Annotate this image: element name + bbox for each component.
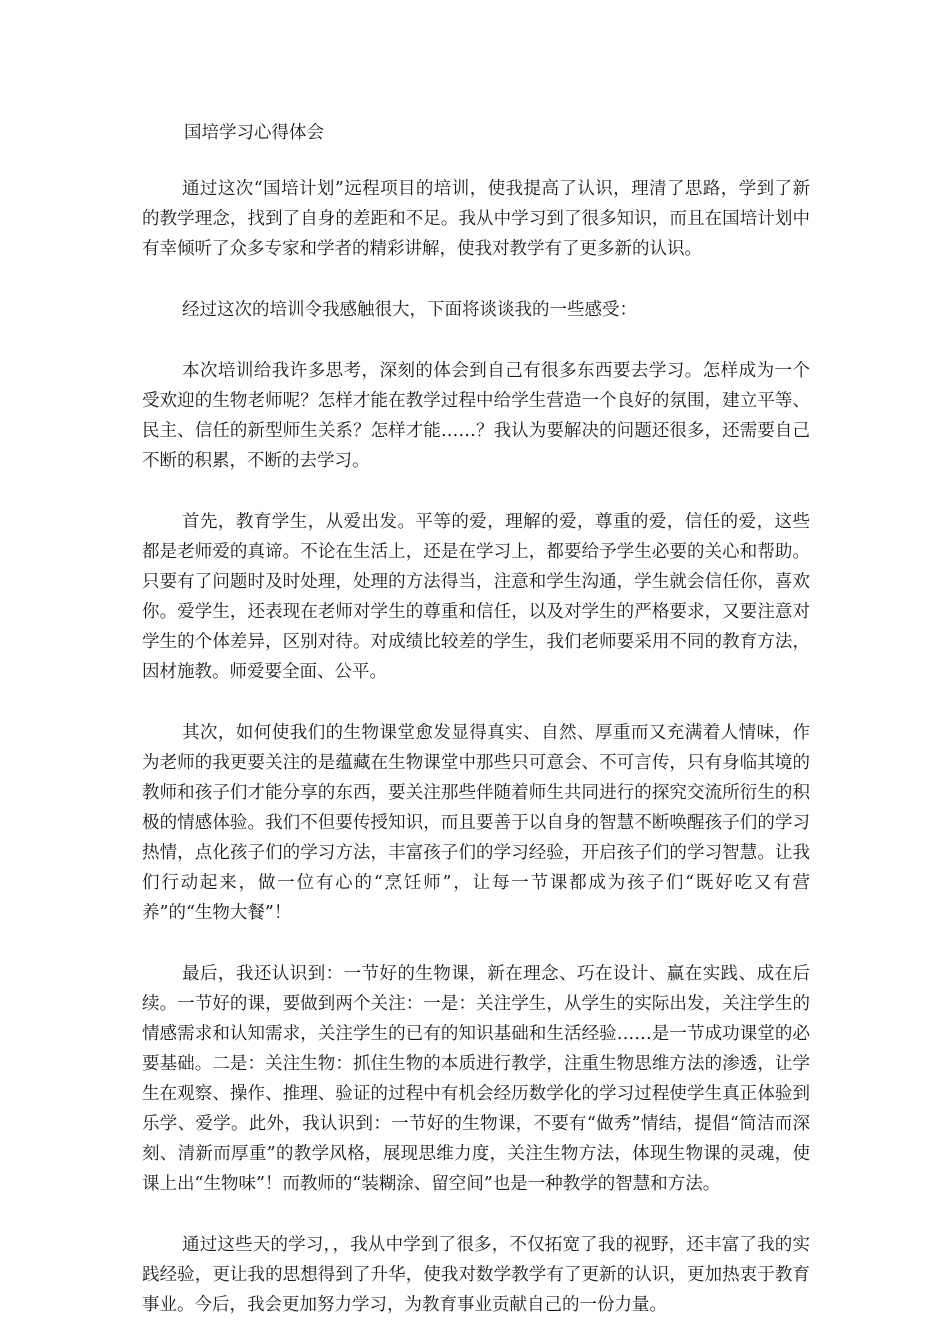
- paragraph-first: 首先，教育学生，从爱出发。平等的爱，理解的爱，尊重的爱，信任的爱，这些都是老师爱的真谛。不论在生活上，还是在学习上，都要给予学生必要的关心和帮助。只要有了问题时及时处理，处理的方法得当，注意和学生沟通，学生就会信任你，喜欢你。爱学生，还表现在老师对学生的尊重和信任，以及对学生的严格要求，又要注意对学生的个体差异，区别对待。对成绩比较差的学生，我们老师要采用不同的教育方法，因材施教。师爱要全面、公平。: [142, 512, 810, 682]
- document-page: [142, 118, 810, 1320]
- paragraph-conclusion: 通过这些天的学习，，我从中学到了很多，不仅拓宽了我的视野，还丰富了我的实践经验，更让我的思想得到了升华，使我对数学教学有了更新的认识，更加热衷于教育事业。今后，我会更加努力学习，为教育事业贡献自己的一份力量。: [142, 1235, 810, 1315]
- paragraph-second: 其次，如何使我们的生物课堂愈发显得真实、自然、厚重而又充满着人情味，作为老师的我更要关注的是蕴藏在生物课堂中那些只可意会、不可言传，只有身临其境的教师和孩子们才能分享的东西，要关注那些伴随着师生共同进行的探究交流所衍生的积极的情感体验。我们不但要传授知识，而且要善于以自身的智慧不断唤醒孩子们的学习热情，点化孩子们的学习方法，丰富孩子们的学习经验，开启孩子们的学习智慧。让我们行动起来，做一位有心的“烹饪师”，让每一节课都成为孩子们“既好吃又有营养”的“生物大餐”！: [142, 723, 810, 923]
- paragraph-feelings: 经过这次的培训令我感触很大，下面将谈谈我的一些感受：: [182, 300, 637, 320]
- paragraph-reflection: 本次培训给我许多思考，深刻的体会到自己有很多东西要去学习。怎样成为一个受欢迎的生物老师呢？怎样才能在教学过程中给学生营造一个良好的氛围，建立平等、民主、信任的新型师生关系？怎样才能……？我认为要解决的问题还很多，还需要自己不断的积累，不断的去学习。: [142, 361, 810, 471]
- paragraph-finally: 最后，我还认识到：一节好的生物课，新在理念、巧在设计、赢在实践、成在后续。一节好的课，要做到两个关注：一是：关注学生，从学生的实际出发，关注学生的情感需求和认知需求，关注学生的已有的知识基础和生活经验……是一节成功课堂的必要基础。二是：关注生物：抓住生物的本质进行教学，注重生物思维方法的渗透，让学生在观察、操作、推理、验证的过程中有机会经历数学化的学习过程使学生真正体验到乐学、爱学。此外，我认识到：一节好的生物课，不要有“做秀”情结，提倡“简洁而深刻、清新而厚重”的教学风格，展现思维力度，关注生物方法，体现生物课的灵魂，使课上出“生物味”！而教师的“装糊涂、留空间”也是一种教学的智慧和方法。: [142, 964, 810, 1194]
- document-title: 国培学习心得体会: [184, 123, 324, 143]
- paragraph-intro: 通过这次“国培计划”远程项目的培训，使我提高了认识，理清了思路，学到了新的教学理念，找到了自身的差距和不足。我从中学习到了很多知识，而且在国培计划中有幸倾听了众多专家和学者的精彩讲解，使我对教学有了更多新的认识。: [142, 179, 810, 259]
